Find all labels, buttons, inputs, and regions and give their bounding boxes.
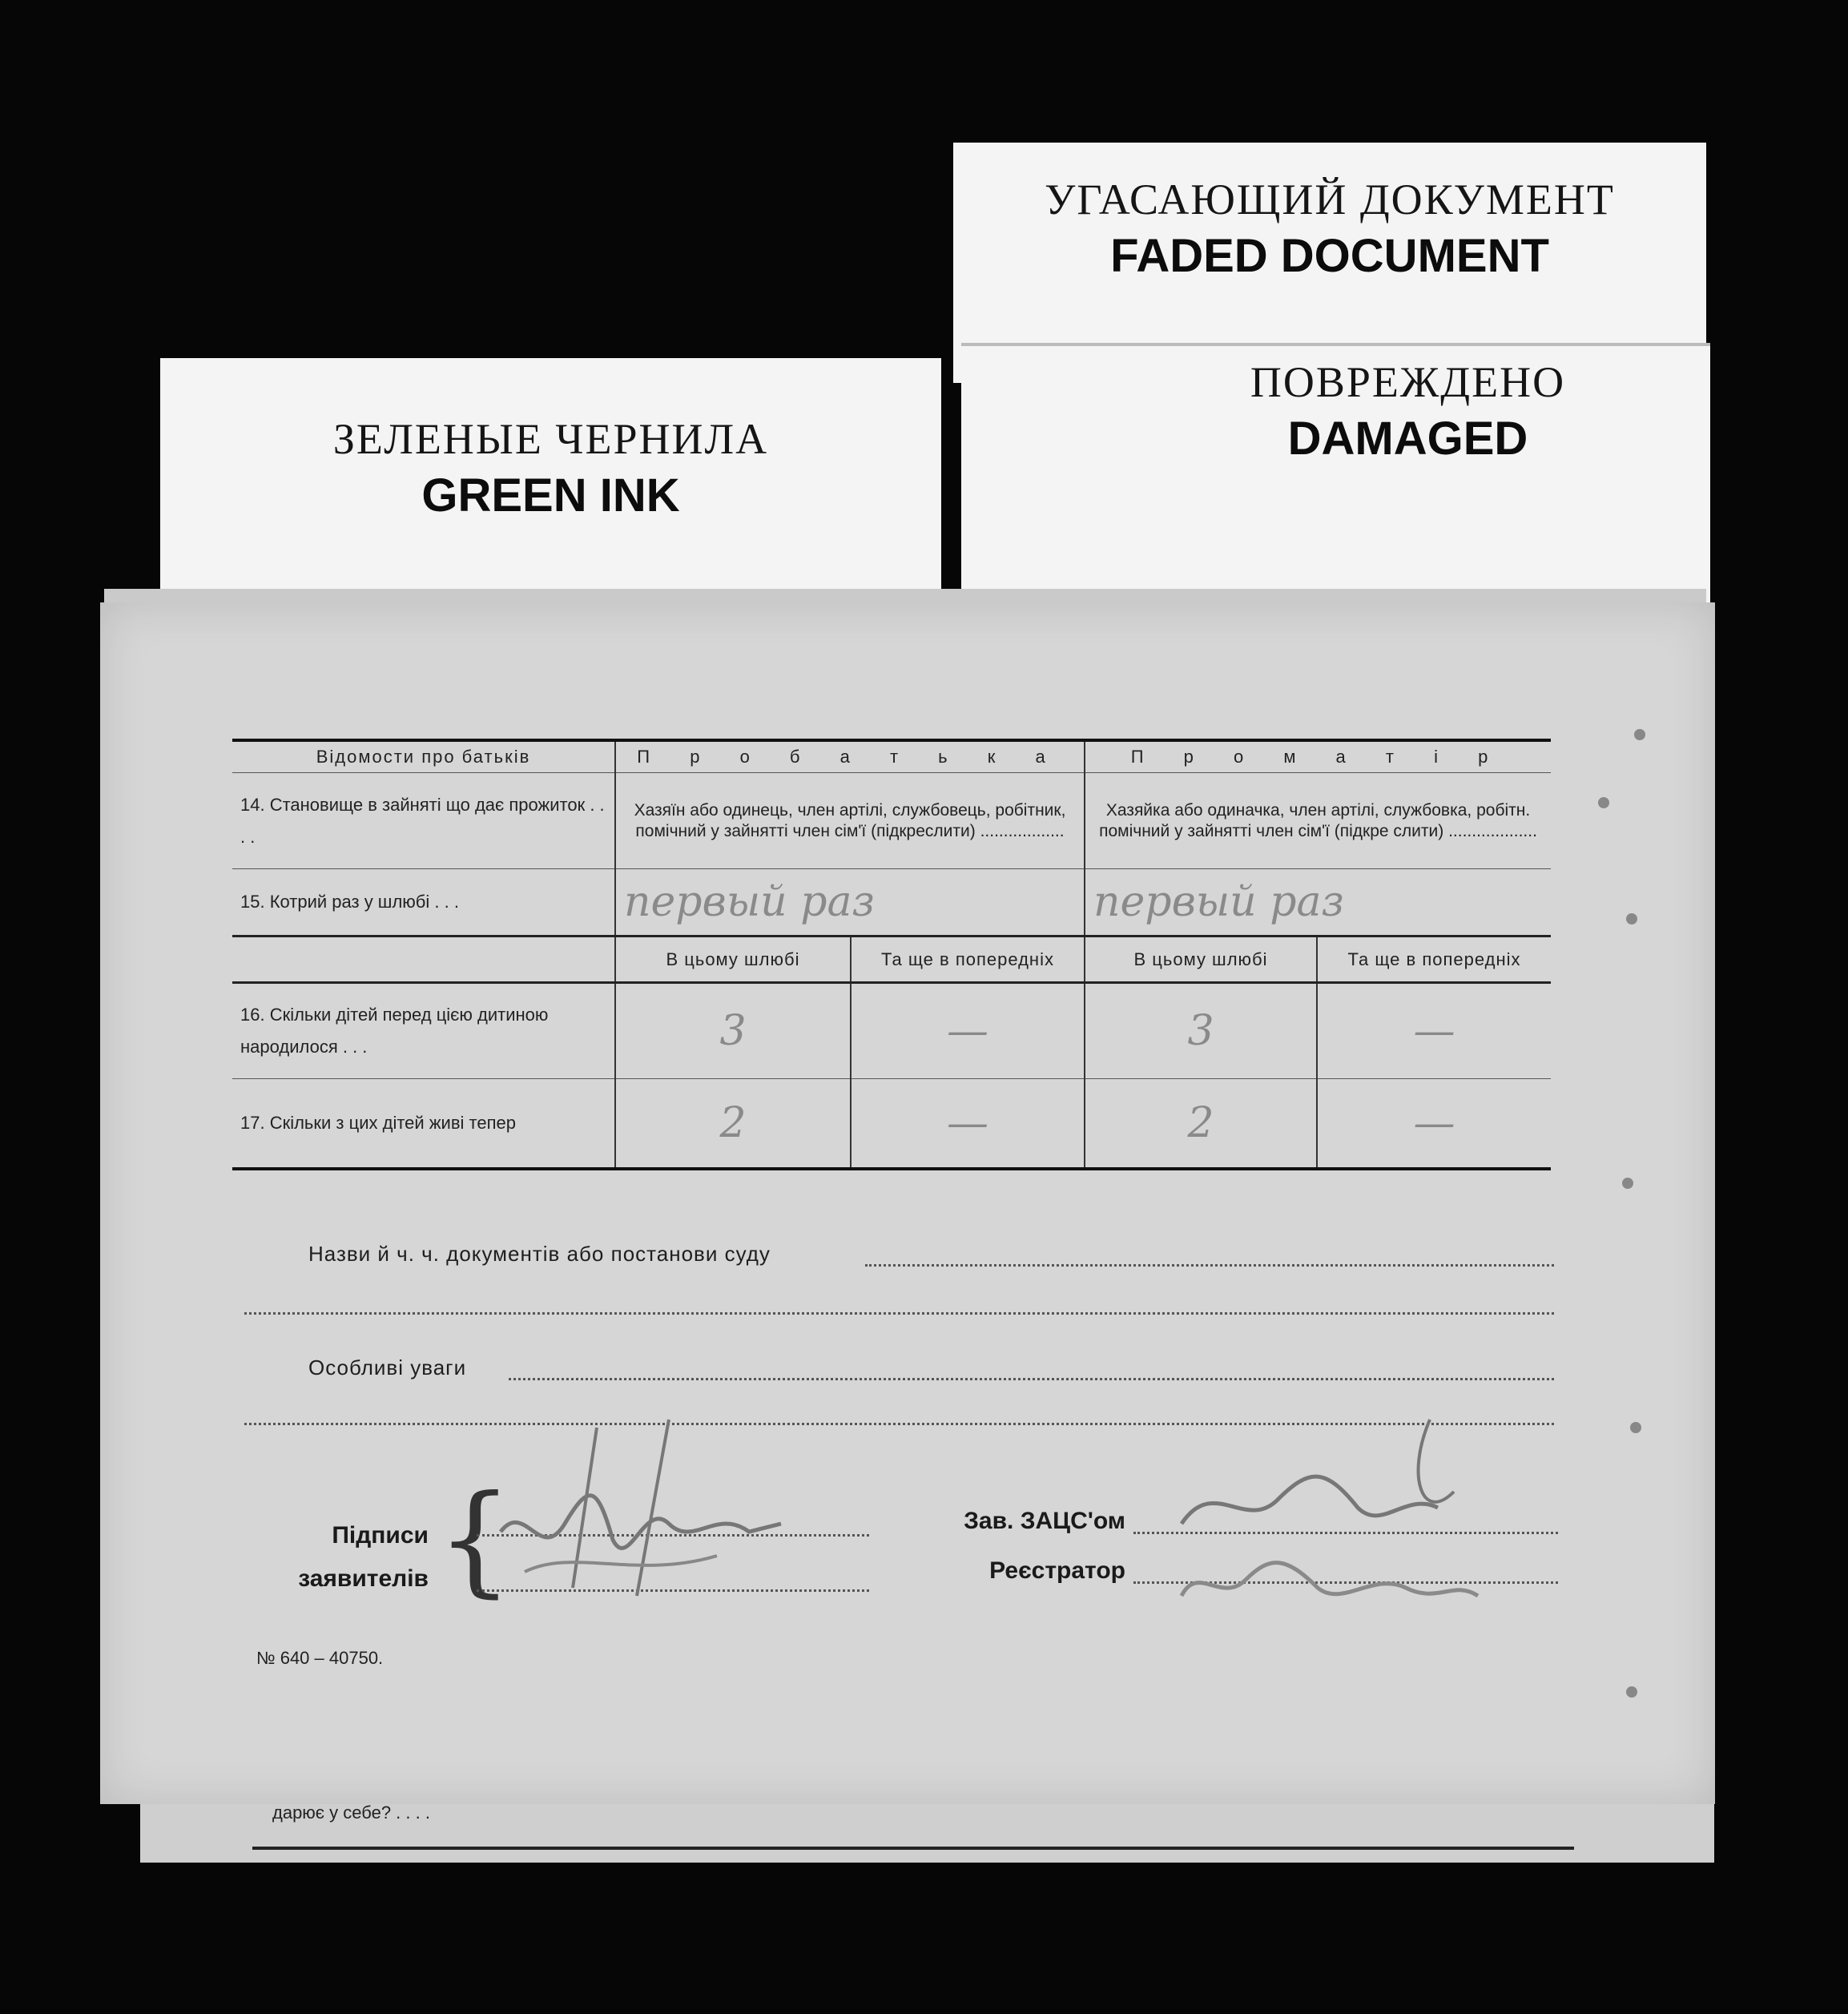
applicants-label-line1: Підписи xyxy=(332,1522,429,1549)
subheader-empty xyxy=(232,937,615,983)
applicants-signature-label xyxy=(260,1514,429,1601)
registrar-signature xyxy=(1166,1532,1502,1628)
applicants-label-line2: заявителів xyxy=(298,1565,429,1592)
row16-father-this: 3 xyxy=(615,983,851,1079)
header-info: Відомости про батьків xyxy=(232,740,615,773)
row14-label: 14. Становище в зайняті що дає прожиток . . . . xyxy=(232,773,615,869)
document-number: № 640 – 40750. xyxy=(256,1648,384,1668)
registrar-signature-label: Реєстратор xyxy=(989,1557,1125,1584)
header-mother: П р о м а т і р xyxy=(1085,740,1551,773)
row14-father: Хазяїн або одинець, член артілі, службовець, робітник, помічний у зайнятті член сім'ї (підкреслити) .................. xyxy=(615,773,1085,869)
row17-father-previous: — xyxy=(851,1079,1085,1169)
row15-label: 15. Котрий раз у шлюбі . . . xyxy=(232,869,615,937)
bottom-sheet-text: дарює у себе? . . . . xyxy=(272,1803,430,1823)
header-father: П р о б а т ь к а xyxy=(615,740,1085,773)
damage-speck xyxy=(1622,1178,1633,1189)
row17-mother-previous: — xyxy=(1317,1079,1551,1169)
notes-field-label: Особливі уваги xyxy=(308,1355,467,1380)
row14-mother: Хазяйка або одиначка, член артілі, службовка, робітн. помічний у зайнятті член сім'ї (підкре слити) ................... xyxy=(1085,773,1551,869)
applicants-brace: { xyxy=(437,1470,513,1609)
damage-speck xyxy=(1626,913,1637,924)
faded-label-ru: УГАСАЮЩИЙ ДОКУМЕНТ xyxy=(1045,175,1615,224)
row15-father-handwriting: первый раз xyxy=(615,869,1085,937)
row16-mother-this: 3 xyxy=(1085,983,1317,1079)
damage-speck xyxy=(1630,1422,1641,1433)
row17-label: 17. Скільки з цих дітей живі тепер xyxy=(232,1079,615,1169)
row16-father-previous: — xyxy=(851,983,1085,1079)
bottom-sheet-rule xyxy=(252,1847,1574,1850)
notes-field-line xyxy=(509,1378,1554,1380)
documents-field-line-2 xyxy=(244,1312,1554,1315)
parents-info-table xyxy=(232,739,1551,1170)
registry-form-sheet xyxy=(100,602,1715,1804)
head-signature-label: Зав. ЗАЦС'ом xyxy=(964,1508,1125,1534)
green-ink-label-en: GREEN INK xyxy=(421,469,680,522)
faded-label-en: FADED DOCUMENT xyxy=(1110,230,1549,282)
documents-field-line xyxy=(865,1264,1554,1267)
row17-mother-this: 2 xyxy=(1085,1079,1317,1169)
green-ink-label xyxy=(160,358,941,606)
damaged-label xyxy=(961,343,1710,610)
green-ink-label-ru: ЗЕЛЕНЫЕ ЧЕРНИЛА xyxy=(332,415,769,463)
subheader-father-this: В цьому шлюбі xyxy=(615,937,851,983)
row16-mother-previous: — xyxy=(1317,983,1551,1079)
subheader-father-previous: Та ще в попередніх xyxy=(851,937,1085,983)
damage-speck xyxy=(1634,729,1645,740)
damaged-label-en: DAMAGED xyxy=(1287,413,1528,465)
subheader-mother-previous: Та ще в попередніх xyxy=(1317,937,1551,983)
applicant-signature xyxy=(477,1412,813,1604)
documents-field-label: Назви й ч. ч. документів або постанови суду xyxy=(308,1242,771,1266)
damaged-label-ru: ПОВРЕЖДЕНО xyxy=(1250,358,1566,406)
damage-speck xyxy=(1626,1686,1637,1698)
subheader-mother-this: В цьому шлюбі xyxy=(1085,937,1317,983)
row15-mother-handwriting: первый раз xyxy=(1085,869,1551,937)
row16-label: 16. Скільки дітей перед цією дитиною народилося . . . xyxy=(232,983,615,1079)
damage-speck xyxy=(1598,797,1609,808)
row17-father-this: 2 xyxy=(615,1079,851,1169)
